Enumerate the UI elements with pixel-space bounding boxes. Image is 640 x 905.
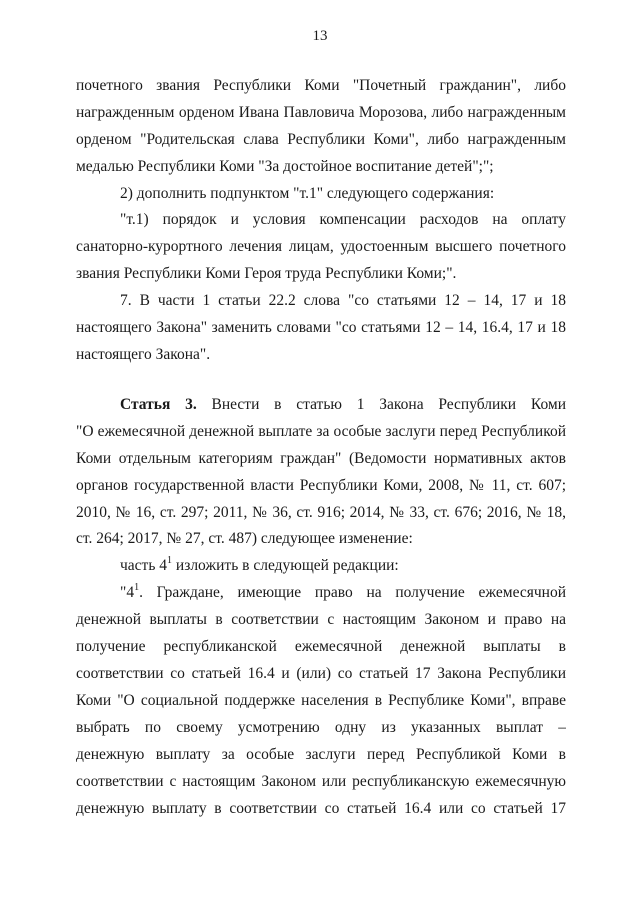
text-line: звания Республики Коми Героя труда Республики Коми;". — [76, 265, 457, 282]
text-line: "т.1) порядок и условия компенсации расходов на оплату — [120, 211, 566, 228]
text-line: 2010, № 16, ст. 297; 2011, № 36, ст. 916; 2014, № 33, ст. 676; 2016, № 18, — [76, 504, 566, 521]
text-line: медалью Республики Коми "За достойное воспитание детей";"; — [76, 158, 494, 175]
text-line: органов государственной власти Республики Коми, 2008, № 11, ст. 607; — [76, 477, 566, 494]
text-line: 7. В части 1 статьи 22.2 слова "со статьями 12 – 14, 17 и 18 — [120, 292, 566, 309]
text-fragment: часть 4 — [120, 557, 168, 574]
text-line: выбрать по своему усмотрению одну из указанных выплат – — [76, 719, 566, 736]
text-line: денежную выплату за особые заслуги перед Республикой Коми в — [76, 746, 566, 763]
text-line: почетного звания Республики Коми "Почетный гражданин", либо — [76, 77, 566, 94]
superscript: 1 — [134, 583, 140, 593]
text-line: настоящего Закона" заменить словами "со статьями 12 – 14, 16.4, 17 и 18 — [76, 319, 566, 336]
article-heading-line — [120, 395, 566, 415]
text-line: орденом "Родительская слава Республики Коми", либо награжденным — [76, 131, 566, 148]
text-line: 2) дополнить подпунктом "т.1" следующего содержания: — [120, 185, 495, 202]
text-line: Коми "О социальной поддержке населения в Республике Коми", вправе — [76, 692, 566, 709]
text-line — [120, 556, 566, 576]
superscript: 1 — [167, 554, 173, 566]
text-fragment: "4 — [120, 584, 135, 601]
text-line: денежной выплаты в соответствии с настоящим Законом и право на — [76, 611, 566, 628]
text-line: санаторно-курортного лечения лицам, удостоенным высшего почетного — [76, 238, 566, 255]
text-line: Коми отдельным категориям граждан" (Ведомости нормативных актов — [76, 450, 566, 467]
text-fragment: . Граждане, имеющие право на получение ежемесячной — [139, 584, 566, 601]
text-line: соответствии с настоящим Законом или республиканскую ежемесячную — [76, 773, 566, 790]
text-line: настоящего Закона". — [76, 346, 211, 363]
text-line: ст. 264; 2017, № 27, ст. 487) следующее изменение: — [76, 530, 413, 547]
text-line: соответствии со статьей 16.4 и (или) со статьей 17 Закона Республики — [76, 665, 566, 682]
text-line: награжденным орденом Ивана Павловича Морозова, либо награжденным — [76, 104, 566, 121]
page-number: 13 — [312, 28, 328, 44]
text-fragment: изложить в следующей редакции: — [172, 557, 399, 574]
article-title: Статья 3. — [120, 396, 197, 413]
text-line — [120, 583, 566, 603]
text-line: "О ежемесячной денежной выплате за особые заслуги перед Республикой — [76, 423, 566, 440]
text-line: денежную выплату в соответствии со статьей 16.4 или со статьей 17 — [76, 800, 566, 817]
text-line: получение республиканской ежемесячной денежной выплаты в — [76, 638, 566, 655]
text-fragment: Внести в статью 1 Закона Республики Коми — [211, 396, 566, 413]
